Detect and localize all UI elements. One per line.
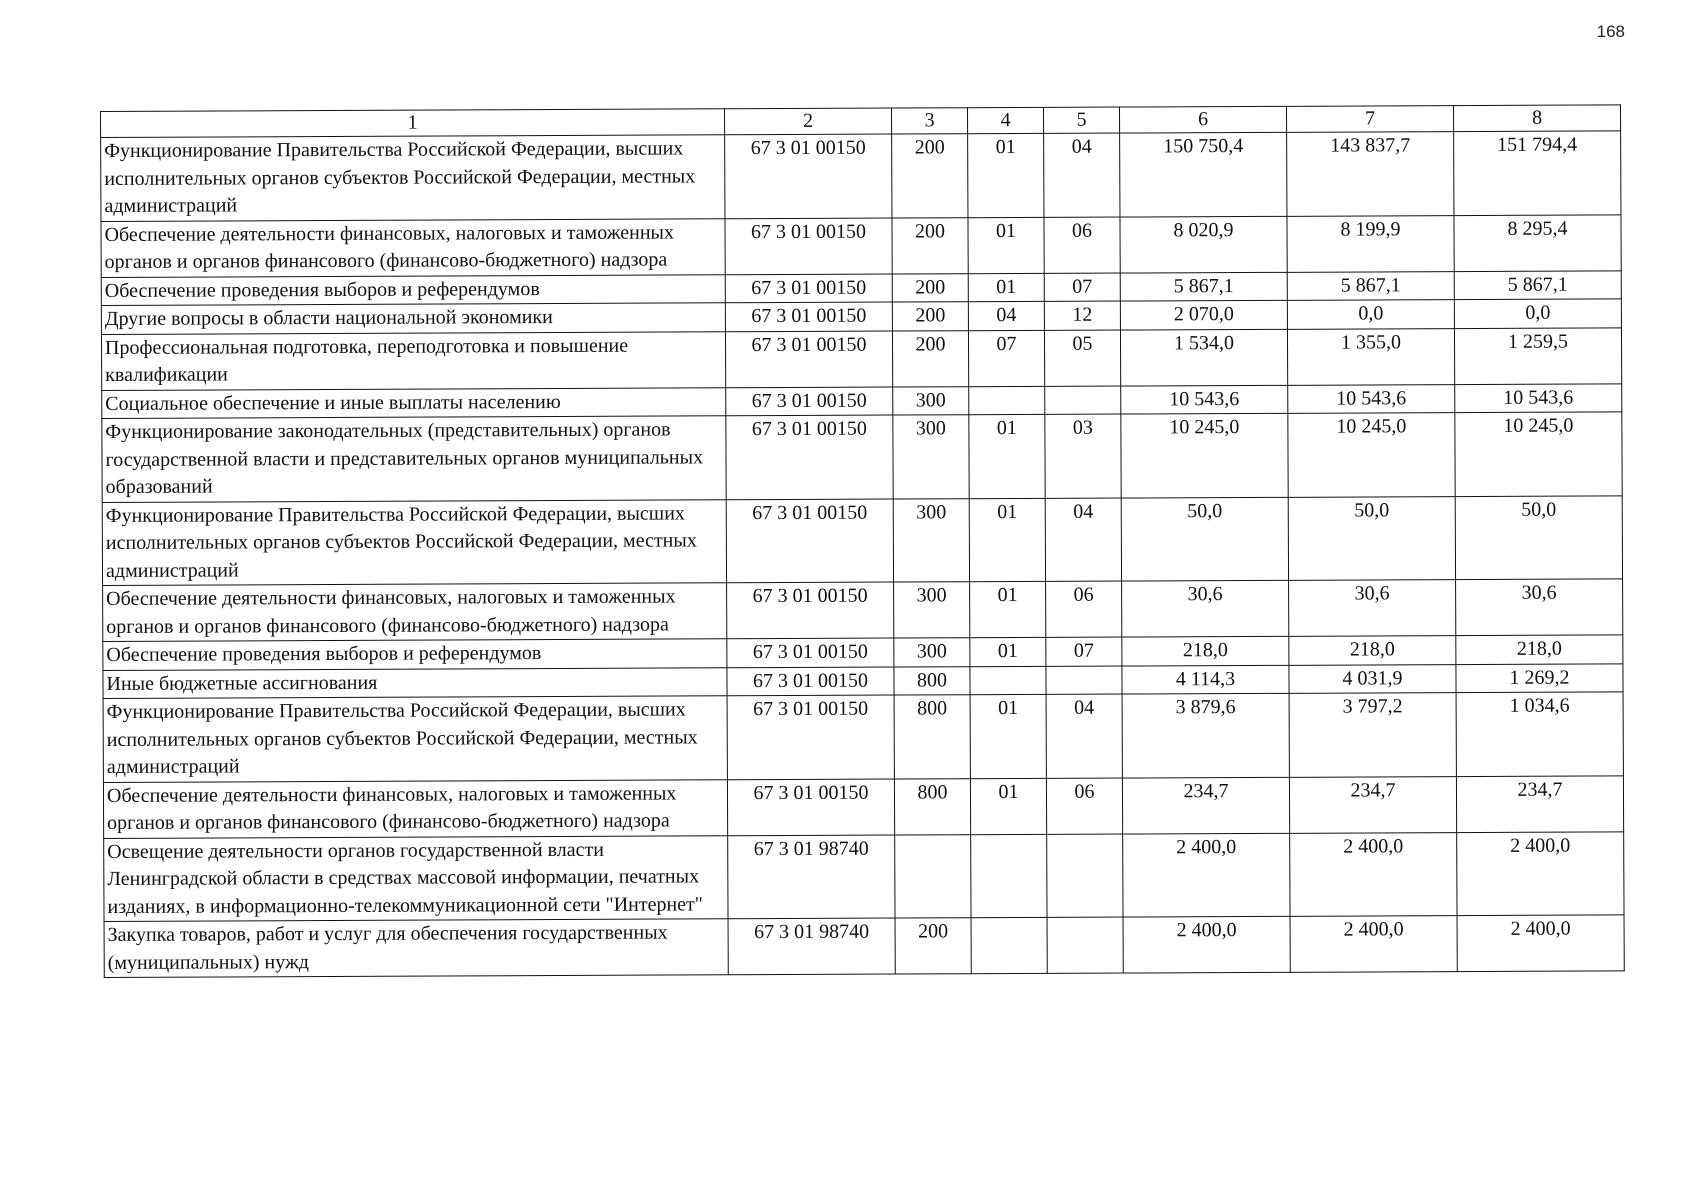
header-cell-1: 1 (101, 109, 725, 138)
amount-col-7: 10 245,0 (1288, 413, 1455, 497)
table-row (104, 915, 1624, 978)
amount-col-6: 30,6 (1122, 580, 1289, 637)
subsection-code: 04 (1044, 133, 1120, 217)
page-number: 168 (1596, 22, 1625, 41)
amount-col-8: 1 259,5 (1454, 327, 1621, 384)
amount-col-6: 234,7 (1122, 777, 1289, 834)
amount-col-7: 234,7 (1289, 776, 1456, 833)
amount-col-8: 2 400,0 (1457, 831, 1624, 915)
header-cell-2: 2 (724, 108, 891, 135)
amount-col-8: 10 245,0 (1455, 412, 1622, 496)
expense-type-code: 800 (894, 666, 970, 695)
expense-type-code: 200 (892, 273, 968, 302)
amount-col-8: 30,6 (1456, 579, 1623, 636)
target-article-code: 67 3 01 00150 (725, 134, 892, 218)
subsection-code (1047, 917, 1123, 973)
header-cell-7: 7 (1286, 106, 1453, 133)
amount-col-8: 151 794,4 (1454, 131, 1621, 215)
expense-name: Функционирование Правительства Российской Федерации, высших исполнительных органов субъектов Российской Федерации, местных администраций (103, 696, 727, 782)
expense-name: Социальное обеспечение и иные выплаты населению (102, 387, 726, 418)
section-code: 01 (968, 273, 1044, 302)
table-row (103, 775, 1623, 838)
amount-col-6: 50,0 (1121, 497, 1288, 581)
section-code: 01 (969, 414, 1045, 498)
header-cell-6: 6 (1119, 106, 1286, 133)
amount-col-6: 4 114,3 (1122, 665, 1289, 694)
expense-name: Обеспечение проведения выборов и референдумов (101, 274, 725, 305)
amount-col-6: 150 750,4 (1120, 132, 1287, 216)
table-row (103, 692, 1623, 782)
amount-col-8: 10 543,6 (1455, 383, 1622, 412)
table-row (102, 495, 1622, 585)
expense-name: Функционирование Правительства Российской Федерации, высших исполнительных органов субъектов Российской Федерации, местных администраций (102, 499, 726, 585)
amount-col-7: 143 837,7 (1287, 132, 1454, 216)
expense-type-code: 300 (894, 582, 970, 638)
amount-col-8: 234,7 (1456, 775, 1623, 832)
target-article-code: 67 3 01 00150 (727, 667, 894, 696)
expense-type-code: 200 (895, 918, 971, 974)
amount-col-7: 218,0 (1289, 636, 1456, 665)
target-article-code: 67 3 01 00150 (725, 302, 892, 331)
subsection-code: 12 (1044, 301, 1120, 330)
section-code (971, 917, 1047, 973)
target-article-code: 67 3 01 00150 (726, 387, 893, 416)
amount-col-8: 1 034,6 (1456, 692, 1623, 776)
target-article-code: 67 3 01 00150 (727, 695, 894, 779)
subsection-code: 06 (1044, 217, 1120, 273)
table-row (101, 131, 1621, 221)
target-article-code: 67 3 01 00150 (727, 582, 894, 639)
target-article-code: 67 3 01 00150 (725, 274, 892, 303)
expense-name: Функционирование Правительства Российской Федерации, высших исполнительных органов субъектов Российской Федерации, местных администраций (101, 135, 725, 221)
section-code (971, 834, 1047, 918)
expense-name: Обеспечение деятельности финансовых, налоговых и таможенных органов и органов финансового (финансово-бюджетного) надзора (103, 583, 727, 642)
subsection-code: 04 (1046, 694, 1122, 778)
amount-col-7: 0,0 (1287, 300, 1454, 329)
table-row (102, 412, 1622, 502)
section-code: 04 (968, 301, 1044, 330)
amount-col-7: 3 797,2 (1289, 693, 1456, 777)
amount-col-6: 2 070,0 (1120, 300, 1287, 329)
expense-type-code: 300 (893, 386, 969, 415)
amount-col-6: 218,0 (1122, 636, 1289, 665)
subsection-code: 06 (1046, 778, 1122, 834)
section-code: 01 (969, 498, 1045, 582)
expense-name: Иные бюджетные ассигнования (103, 667, 727, 698)
subsection-code: 07 (1044, 273, 1120, 302)
header-cell-4: 4 (967, 107, 1043, 133)
expense-name: Закупка товаров, работ и услуг для обеспечения государственных (муниципальных) нужд (104, 919, 728, 978)
amount-col-8: 1 269,2 (1456, 663, 1623, 692)
expense-name: Освещение деятельности органов государственной власти Ленинградской области в средствах массовой информации, печатных изданиях, в информационно-телекоммуникационной сети "Интернет" (104, 835, 728, 921)
amount-col-7: 50,0 (1288, 496, 1455, 580)
expense-type-code (895, 834, 971, 918)
table-row (103, 579, 1623, 642)
amount-col-6: 8 020,9 (1120, 216, 1287, 273)
expense-name: Функционирование законодательных (представительных) органов государственной власти и представительных органов муниципальных образований (102, 416, 726, 502)
target-article-code: 67 3 01 00150 (727, 779, 894, 836)
amount-col-7: 4 031,9 (1289, 664, 1456, 693)
target-article-code: 67 3 01 00150 (727, 638, 894, 667)
amount-col-7: 5 867,1 (1287, 271, 1454, 300)
amount-col-6: 10 543,6 (1121, 385, 1288, 414)
target-article-code: 67 3 01 00150 (726, 499, 893, 583)
budget-table (100, 104, 1625, 978)
subsection-code: 06 (1046, 581, 1122, 637)
amount-col-8: 5 867,1 (1454, 270, 1621, 299)
amount-col-6: 2 400,0 (1123, 833, 1290, 917)
target-article-code: 67 3 01 00150 (726, 415, 893, 499)
amount-col-6: 5 867,1 (1120, 272, 1287, 301)
expense-type-code: 300 (893, 415, 969, 499)
table-body (101, 131, 1625, 978)
amount-col-8: 8 295,4 (1454, 214, 1621, 271)
section-code (970, 666, 1046, 695)
header-cell-5: 5 (1043, 107, 1119, 133)
section-code: 07 (968, 330, 1044, 386)
section-code: 01 (970, 637, 1046, 666)
expense-type-code: 200 (892, 302, 968, 331)
amount-col-7: 10 543,6 (1288, 384, 1455, 413)
subsection-code: 04 (1045, 498, 1121, 582)
expense-name: Обеспечение деятельности финансовых, налоговых и таможенных органов и органов финансового (финансово-бюджетного) надзора (103, 779, 727, 838)
expense-type-code: 800 (894, 695, 970, 779)
section-code (969, 386, 1045, 415)
amount-col-6: 3 879,6 (1122, 693, 1289, 777)
expense-name: Обеспечение деятельности финансовых, налоговых и таможенных органов и органов финансового (финансово-бюджетного) надзора (101, 218, 725, 277)
amount-col-7: 30,6 (1289, 580, 1456, 637)
section-code: 01 (970, 778, 1046, 834)
expense-type-code: 200 (892, 134, 968, 218)
subsection-code: 07 (1046, 637, 1122, 666)
expense-type-code: 300 (893, 498, 969, 582)
subsection-code (1045, 386, 1121, 415)
amount-col-6: 2 400,0 (1123, 916, 1290, 973)
amount-col-6: 1 534,0 (1120, 329, 1287, 386)
expense-name: Другие вопросы в области национальной экономики (101, 303, 725, 334)
expense-type-code: 300 (894, 638, 970, 667)
table-row (104, 831, 1624, 921)
expense-name: Обеспечение проведения выборов и референдумов (103, 639, 727, 670)
subsection-code: 05 (1044, 330, 1120, 386)
table-row (101, 327, 1621, 390)
amount-col-7: 2 400,0 (1290, 916, 1457, 973)
amount-col-8: 0,0 (1454, 299, 1621, 328)
section-code: 01 (970, 694, 1046, 778)
expense-type-code: 800 (894, 778, 970, 834)
amount-col-8: 50,0 (1455, 495, 1622, 579)
header-cell-8: 8 (1453, 105, 1620, 132)
section-code: 01 (970, 581, 1046, 637)
amount-col-7: 8 199,9 (1287, 215, 1454, 272)
subsection-code (1046, 666, 1122, 695)
amount-col-8: 218,0 (1456, 635, 1623, 664)
target-article-code: 67 3 01 00150 (725, 331, 892, 388)
target-article-code: 67 3 01 98740 (728, 918, 895, 975)
amount-col-7: 2 400,0 (1290, 832, 1457, 916)
amount-col-6: 10 245,0 (1121, 413, 1288, 497)
amount-col-7: 1 355,0 (1287, 328, 1454, 385)
subsection-code (1047, 834, 1123, 918)
section-code: 01 (968, 217, 1044, 273)
subsection-code: 03 (1045, 414, 1121, 498)
expense-type-code: 200 (892, 330, 968, 386)
amount-col-8: 2 400,0 (1457, 915, 1624, 972)
section-code: 01 (968, 133, 1044, 217)
expense-type-code: 200 (892, 217, 968, 273)
target-article-code: 67 3 01 00150 (725, 218, 892, 275)
target-article-code: 67 3 01 98740 (728, 835, 895, 919)
table-row (101, 214, 1621, 277)
header-cell-3: 3 (891, 108, 967, 134)
expense-name: Профессиональная подготовка, переподготовка и повышение квалификации (101, 331, 725, 390)
